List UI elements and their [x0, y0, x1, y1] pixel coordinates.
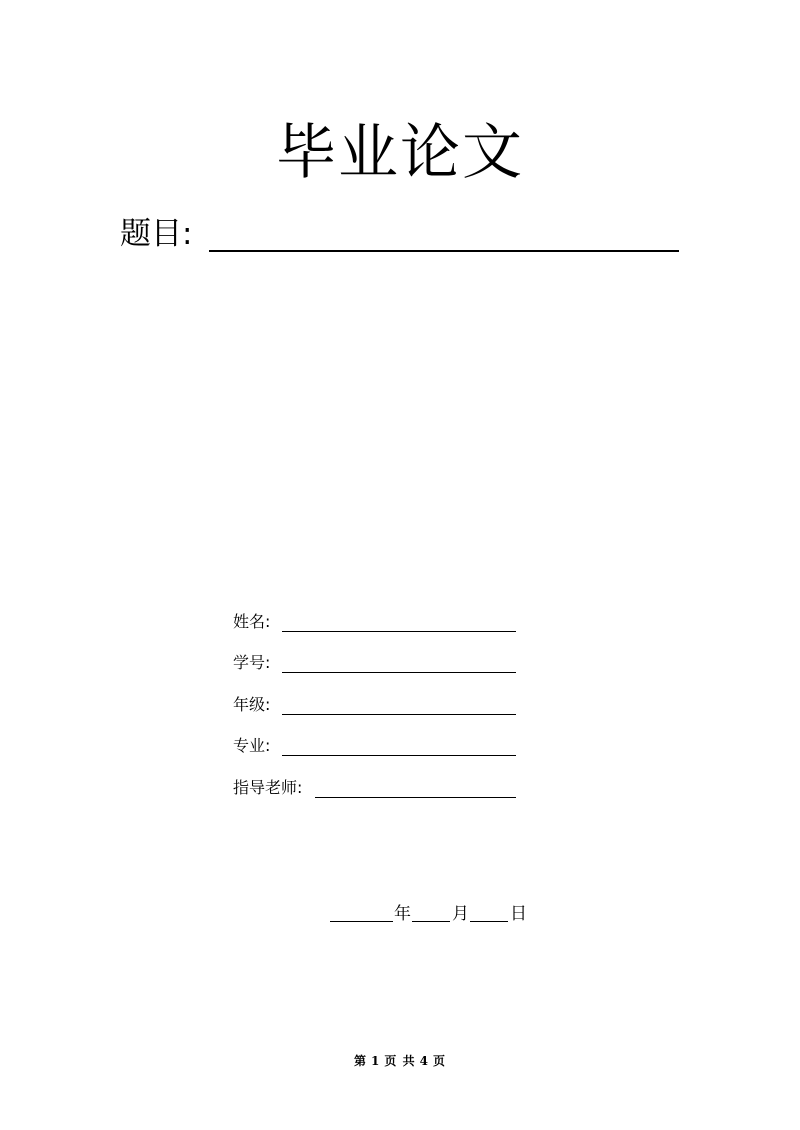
field-grade: [233, 694, 518, 720]
field-label-advisor: 指导老师:: [233, 778, 303, 797]
footer-current-page: 1: [371, 1054, 381, 1068]
field-label-grade: 年级:: [233, 695, 271, 714]
footer-total-pages: 4: [419, 1054, 429, 1068]
field-name: [233, 611, 518, 637]
topic-row: [120, 212, 680, 256]
page-footer: [0, 1052, 800, 1069]
topic-label: 题目:: [120, 216, 193, 252]
field-advisor: [233, 777, 518, 803]
date-month-label: 月: [452, 904, 469, 924]
date-day-blank[interactable]: [470, 921, 508, 922]
date-row: [330, 902, 530, 928]
field-label-student-id: 学号:: [233, 653, 271, 672]
date-month-blank[interactable]: [412, 921, 450, 922]
field-line-major[interactable]: [282, 755, 516, 756]
footer-prefix: 第: [354, 1054, 368, 1068]
field-line-name[interactable]: [282, 631, 516, 632]
field-line-advisor[interactable]: [315, 797, 516, 798]
page-title: 毕业论文: [276, 118, 524, 188]
date-year-label: 年: [394, 904, 411, 924]
topic-blank-line[interactable]: [209, 250, 679, 252]
footer-middle: 页 共: [384, 1054, 416, 1068]
field-line-student-id[interactable]: [282, 672, 516, 673]
date-day-label: 日: [510, 904, 527, 924]
field-label-name: 姓名:: [233, 612, 271, 631]
date-year-blank[interactable]: [330, 921, 393, 922]
field-student-id: [233, 652, 518, 678]
field-label-major: 专业:: [233, 736, 271, 755]
footer-suffix: 页: [432, 1054, 446, 1068]
field-major: [233, 735, 518, 761]
field-line-grade[interactable]: [282, 714, 516, 715]
